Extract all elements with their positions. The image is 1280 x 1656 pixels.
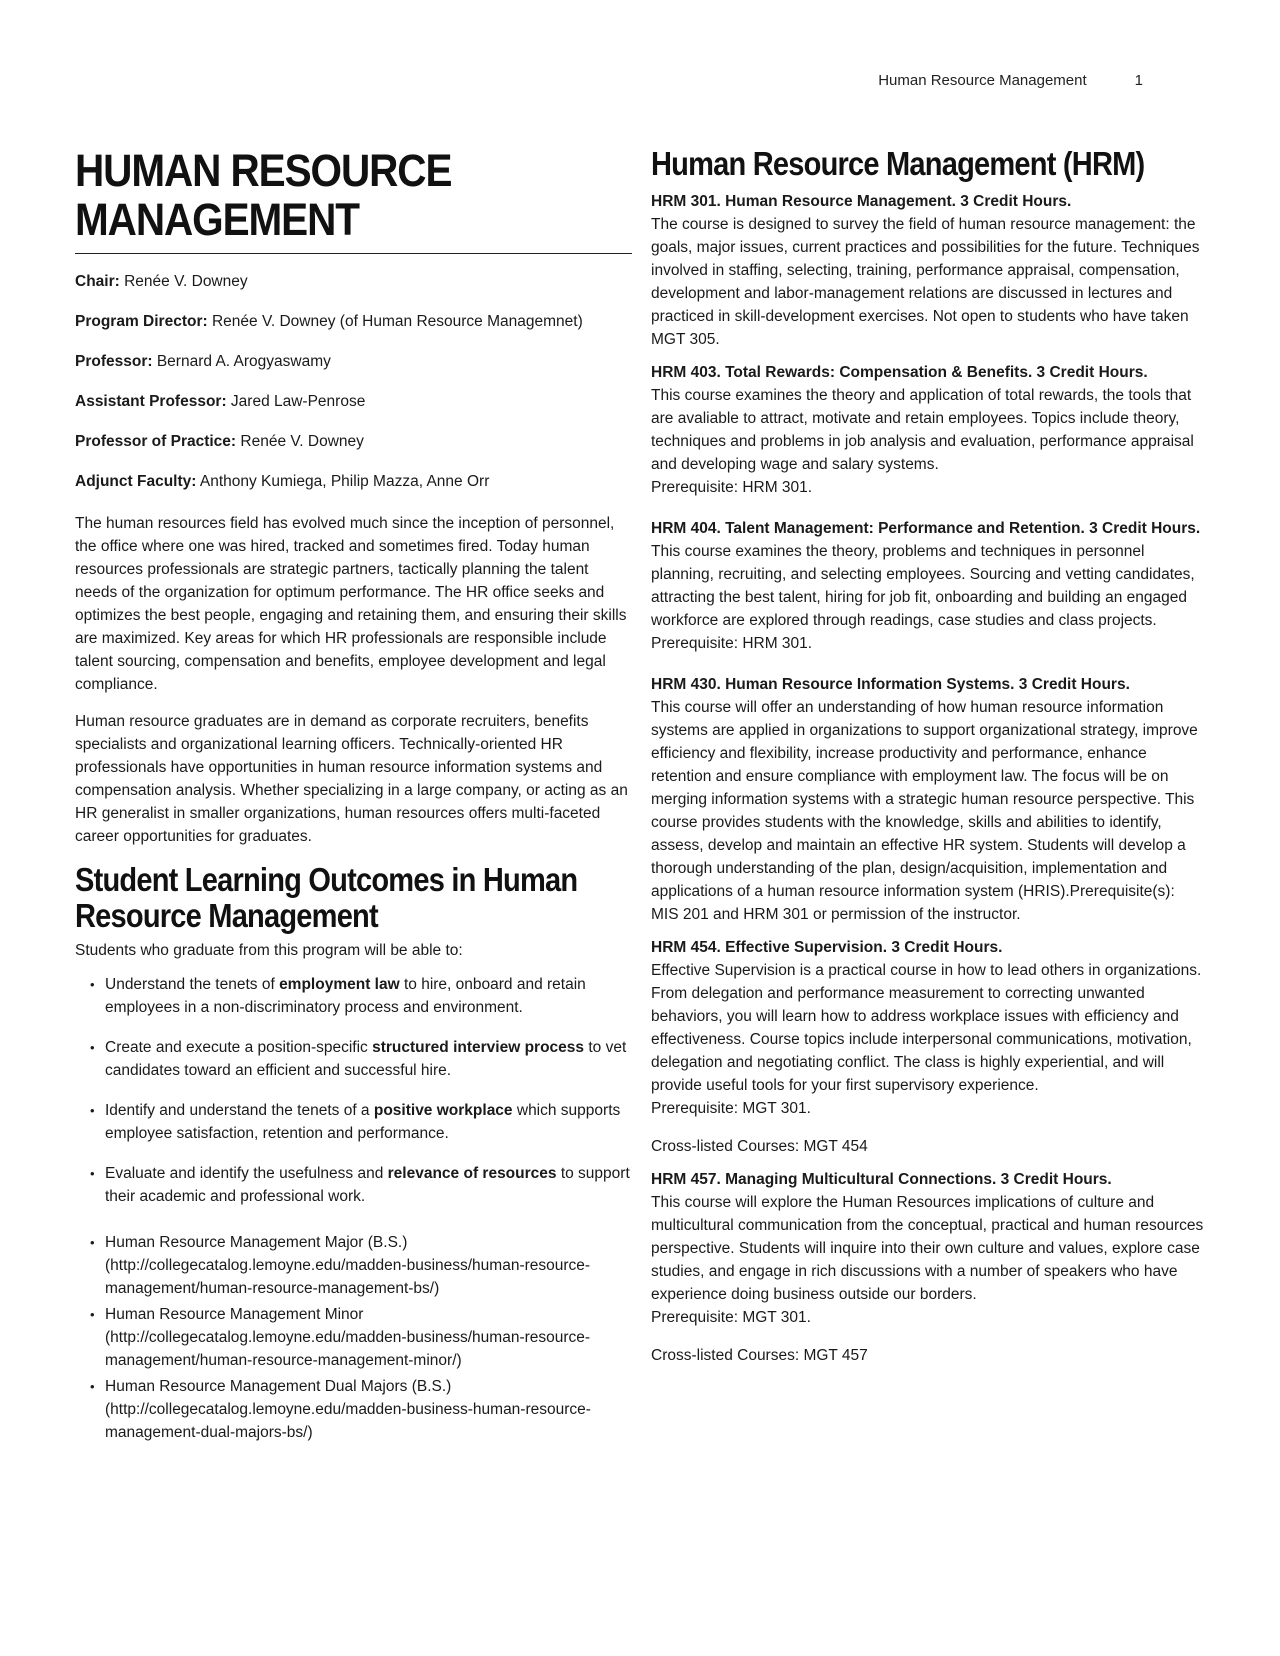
outcome-item bbox=[75, 1162, 632, 1208]
course-hrm-430 bbox=[651, 673, 1206, 926]
courses-heading: Human Resource Management (HRM) bbox=[651, 145, 1145, 182]
faculty-label: Professor of Practice: bbox=[75, 433, 237, 451]
course-hrm-403 bbox=[651, 361, 1206, 499]
course-prerequisite: Prerequisite: HRM 301. bbox=[651, 635, 813, 653]
outcome-text: which supports employee satisfaction, retention and performance. bbox=[105, 1101, 621, 1142]
page-title bbox=[75, 146, 576, 244]
faculty-value: Renée V. Downey bbox=[124, 273, 248, 291]
course-prerequisite: Prerequisite: MGT 301. bbox=[651, 1309, 811, 1327]
outcome-text: to support their academic and professional work. bbox=[105, 1164, 630, 1205]
outcome-keyword: employment law bbox=[279, 975, 400, 993]
faculty-value: Renée V. Downey bbox=[240, 433, 364, 451]
faculty-assistant-professor bbox=[75, 392, 632, 411]
course-title: HRM 454. Effective Supervision. 3 Credit Hours. bbox=[651, 939, 1003, 957]
running-title: Human Resource Management bbox=[878, 72, 1087, 89]
outcome-text: Evaluate and identify the usefulness and bbox=[105, 1164, 388, 1182]
outcome-item bbox=[75, 973, 632, 1019]
faculty-label: Adjunct Faculty: bbox=[75, 473, 197, 491]
outcomes-intro: Students who graduate from this program will be able to: bbox=[75, 941, 463, 959]
course-crosslist: Cross-listed Courses: MGT 454 bbox=[651, 1138, 868, 1156]
course-description: This course will offer an understanding of how human resource information systems are applied in organizations to support organizational strategy, improve efficiency and flexibility, increase productivity and performance, enhance retention and ensure compliance with employment law. The focus will be on merging information systems with a strategic human resource perspective. This course provides students with the knowledge, skills and abilities to identify, assess, develop and maintain an effective HR system. Students will develop a thorough understanding of the plan, design/acquisition, implementation and applications of a human resource information system (HRIS).Prerequisite(s): MIS 201 and HRM 301 or permission of the instructor. bbox=[651, 699, 1198, 924]
program-link-minor[interactable]: • Human Resource Management Minor (http://collegecatalog.lemoyne.edu/madden-business/human-resource-management/human-resource-management-minor/) bbox=[75, 1303, 632, 1372]
course-crosslist: Cross-listed Courses: MGT 457 bbox=[651, 1347, 868, 1365]
faculty-value: Renée V. Downey (of Human Resource Managemnet) bbox=[211, 313, 583, 331]
course-description: Effective Supervision is a practical course in how to lead others in organizations. From delegation and performance measurement to correcting unwanted behaviors, you will learn how to address workplace issues with efficiency and effectiveness. Course topics include interpersonal communications, motivation, delegation and negotiating conflict. The class is highly experiential, and will provide useful tools for your first supervisory experience. bbox=[651, 962, 1202, 1095]
faculty-list bbox=[75, 272, 632, 491]
faculty-program-director bbox=[75, 312, 632, 331]
page-title-line1: HUMAN RESOURCE bbox=[75, 145, 452, 196]
faculty-value: Anthony Kumiega, Philip Mazza, Anne Orr bbox=[199, 473, 490, 491]
outcome-text: Create and execute a position-specific bbox=[105, 1038, 373, 1056]
outcome-keyword: relevance of resources bbox=[387, 1164, 557, 1182]
course-title: HRM 403. Total Rewards: Compensation & Benefits. 3 Credit Hours. bbox=[651, 364, 1148, 382]
right-column bbox=[651, 146, 1206, 1377]
course-title: HRM 404. Talent Management: Performance and Retention. 3 Credit Hours. bbox=[651, 520, 1201, 538]
course-title: HRM 301. Human Resource Management. 3 Credit Hours. bbox=[651, 193, 1072, 211]
running-header bbox=[60, 72, 1143, 89]
faculty-label: Assistant Professor: bbox=[75, 393, 227, 411]
intro-paragraph-1: The human resources field has evolved much since the inception of personnel, the office where one was hired, tracked and sometimes fired. Today human resources professionals are strategic partners, tactically planning the talent needs of the organization for optimum performance. The HR office seeks and optimizes the best people, engaging and retaining them, and ensuring their skills are maximized. Key areas for which HR professionals are responsible include talent sourcing, compensation and benefits, employee development and legal compliance. bbox=[75, 515, 627, 694]
page-number: 1 bbox=[1134, 72, 1143, 89]
program-links-list bbox=[75, 1231, 632, 1444]
faculty-adjunct bbox=[75, 472, 632, 491]
course-description: This course examines the theory, problems and techniques in personnel planning, recruiting, and selecting employees. Sourcing and vetting candidates, attracting the best talent, hiring for job fit, onboarding and building an engaged workforce are explored through readings, case studies and class projects. bbox=[651, 543, 1195, 630]
course-description: The course is designed to survey the field of human resource management: the goals, major issues, current practices and possibilities for the future. Techniques involved in staffing, selecting, training, performance appraisal, compensation, development and labor-management relations are discussed in lectures and practiced in skill-development exercises. Not open to students who have taken MGT 305. bbox=[651, 216, 1200, 349]
course-prerequisite: Prerequisite: MGT 301. bbox=[651, 1100, 811, 1118]
course-description: This course will explore the Human Resources implications of culture and multicultural communication from the conceptual, practical and human resources perspective. Students will inquire into their own culture and values, explore case studies, and engage in rich discussions with a number of speakers who have experience doing business outside our borders. bbox=[651, 1194, 1204, 1304]
faculty-label: Professor: bbox=[75, 353, 153, 371]
outcome-item bbox=[75, 1099, 632, 1145]
program-link-dual-majors[interactable]: • Human Resource Management Dual Majors (B.S.) (http://collegecatalog.lemoyne.edu/madden-business-human-resource-management-dual-majors-bs/) bbox=[75, 1375, 632, 1444]
course-hrm-404 bbox=[651, 517, 1206, 655]
faculty-professor bbox=[75, 352, 632, 371]
course-description: This course examines the theory and application of total rewards, the tools that are avaliable to attract, motivate and retain employees. Topics include theory, techniques and problems in job analysis and evaluation, performance appraisal and developing wage and salary systems. bbox=[651, 387, 1194, 474]
faculty-label: Program Director: bbox=[75, 313, 208, 331]
faculty-chair bbox=[75, 272, 632, 291]
course-hrm-301 bbox=[651, 190, 1206, 351]
program-link-major[interactable]: • Human Resource Management Major (B.S.) (http://collegecatalog.lemoyne.edu/madden-business/human-resource-management/human-resource-management-bs/) bbox=[75, 1231, 632, 1300]
course-title: HRM 430. Human Resource Information Systems. 3 Credit Hours. bbox=[651, 676, 1130, 694]
course-hrm-457 bbox=[651, 1168, 1206, 1367]
title-rule bbox=[75, 253, 632, 254]
outcomes-list bbox=[75, 973, 632, 1208]
faculty-value: Jared Law-Penrose bbox=[230, 393, 366, 411]
course-prerequisite: Prerequisite: HRM 301. bbox=[651, 479, 813, 497]
outcome-item bbox=[75, 1036, 632, 1082]
faculty-professor-of-practice bbox=[75, 432, 632, 451]
course-hrm-454 bbox=[651, 936, 1206, 1158]
outcome-keyword: positive workplace bbox=[373, 1101, 513, 1119]
outcome-text: Identify and understand the tenets of a bbox=[105, 1101, 374, 1119]
faculty-label: Chair: bbox=[75, 273, 120, 291]
outcome-keyword: structured interview process bbox=[372, 1038, 585, 1056]
intro-paragraph-2: Human resource graduates are in demand as corporate recruiters, benefits specialists and organizational learning officers. Technically-oriented HR professionals have opportunities in human resource information systems and compensation analysis. Whether specializing in a large company, or acting as an HR generalist in smaller organizations, human resources offers multi-faceted career opportunities for graduates. bbox=[75, 713, 628, 846]
outcome-text: to vet candidates toward an efficient and successful hire. bbox=[105, 1038, 627, 1079]
faculty-value: Bernard A. Arogyaswamy bbox=[156, 353, 331, 371]
outcomes-heading: Student Learning Outcomes in Human Resource Management bbox=[75, 861, 578, 935]
outcome-text: to hire, onboard and retain employees in a non-discriminatory process and environment. bbox=[105, 975, 586, 1016]
course-title: HRM 457. Managing Multicultural Connections. 3 Credit Hours. bbox=[651, 1171, 1112, 1189]
page-title-line2: MANAGEMENT bbox=[75, 194, 359, 246]
left-column bbox=[75, 146, 632, 1447]
outcome-text: Understand the tenets of bbox=[105, 975, 280, 993]
